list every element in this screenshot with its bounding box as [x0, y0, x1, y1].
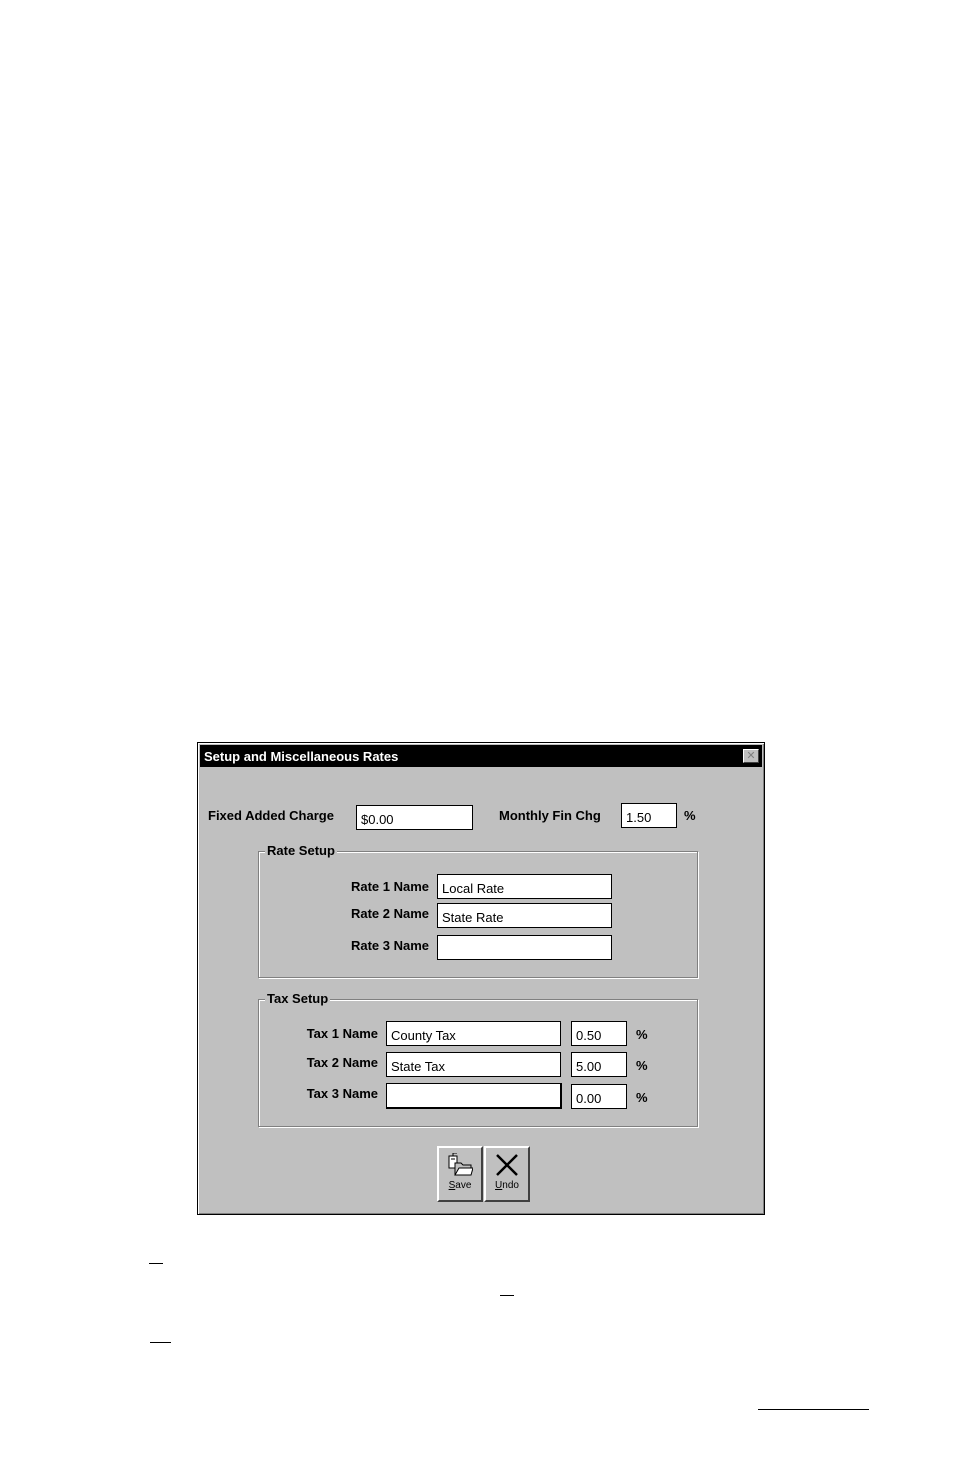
rate-3-name-label: Rate 3 Name — [350, 938, 429, 953]
tax-3-name-input[interactable] — [386, 1083, 562, 1109]
tax-3-rate-input[interactable] — [571, 1084, 627, 1109]
tax-1-name-label: Tax 1 Name — [306, 1026, 378, 1041]
title-bar[interactable] — [200, 745, 762, 767]
monthly-fin-chg-label: Monthly Fin Chg — [499, 808, 601, 823]
save-button-label: Save — [448, 1180, 472, 1191]
tax-2-rate-unit: % — [636, 1058, 648, 1073]
fixed-added-charge-input[interactable] — [356, 805, 473, 830]
fixed-added-charge-label: Fixed Added Charge — [208, 808, 334, 823]
tax-3-name-label: Tax 3 Name — [306, 1086, 378, 1101]
close-button[interactable] — [743, 749, 759, 763]
tax-2-name-label: Tax 2 Name — [306, 1055, 378, 1070]
setup-rates-dialog — [197, 742, 765, 1215]
tax-2-rate-input[interactable] — [571, 1052, 627, 1077]
monthly-fin-chg-input[interactable] — [621, 803, 677, 828]
rate-setup-title: Rate Setup — [267, 843, 335, 858]
rate-3-name-input[interactable] — [437, 935, 612, 960]
save-button[interactable] — [437, 1146, 483, 1202]
tax-setup-group — [258, 991, 698, 1127]
rate-2-name-input[interactable] — [437, 903, 612, 928]
rate-1-name-label: Rate 1 Name — [350, 879, 429, 894]
page-mark-2 — [500, 1295, 514, 1296]
page-mark-1 — [149, 1263, 163, 1264]
undo-x-icon — [494, 1153, 520, 1177]
close-icon: ✕ — [746, 749, 756, 762]
monthly-fin-chg-unit: % — [684, 808, 696, 823]
tax-1-rate-input[interactable] — [571, 1021, 627, 1046]
tax-1-name-input[interactable] — [386, 1021, 561, 1046]
undo-button-label: Undo — [495, 1180, 519, 1191]
tax-2-name-input[interactable] — [386, 1052, 561, 1077]
tax-3-rate-unit: % — [636, 1090, 648, 1105]
save-folder-icon — [447, 1153, 473, 1177]
rate-setup-group — [258, 843, 698, 978]
page-mark-4 — [758, 1409, 869, 1410]
page-mark-3 — [150, 1342, 171, 1343]
tax-1-rate-unit: % — [636, 1027, 648, 1042]
window-title: Setup and Miscellaneous Rates — [204, 749, 399, 764]
rate-2-name-label: Rate 2 Name — [350, 906, 429, 921]
tax-setup-title: Tax Setup — [267, 991, 329, 1006]
undo-button[interactable] — [484, 1146, 530, 1202]
rate-1-name-input[interactable] — [437, 874, 612, 899]
